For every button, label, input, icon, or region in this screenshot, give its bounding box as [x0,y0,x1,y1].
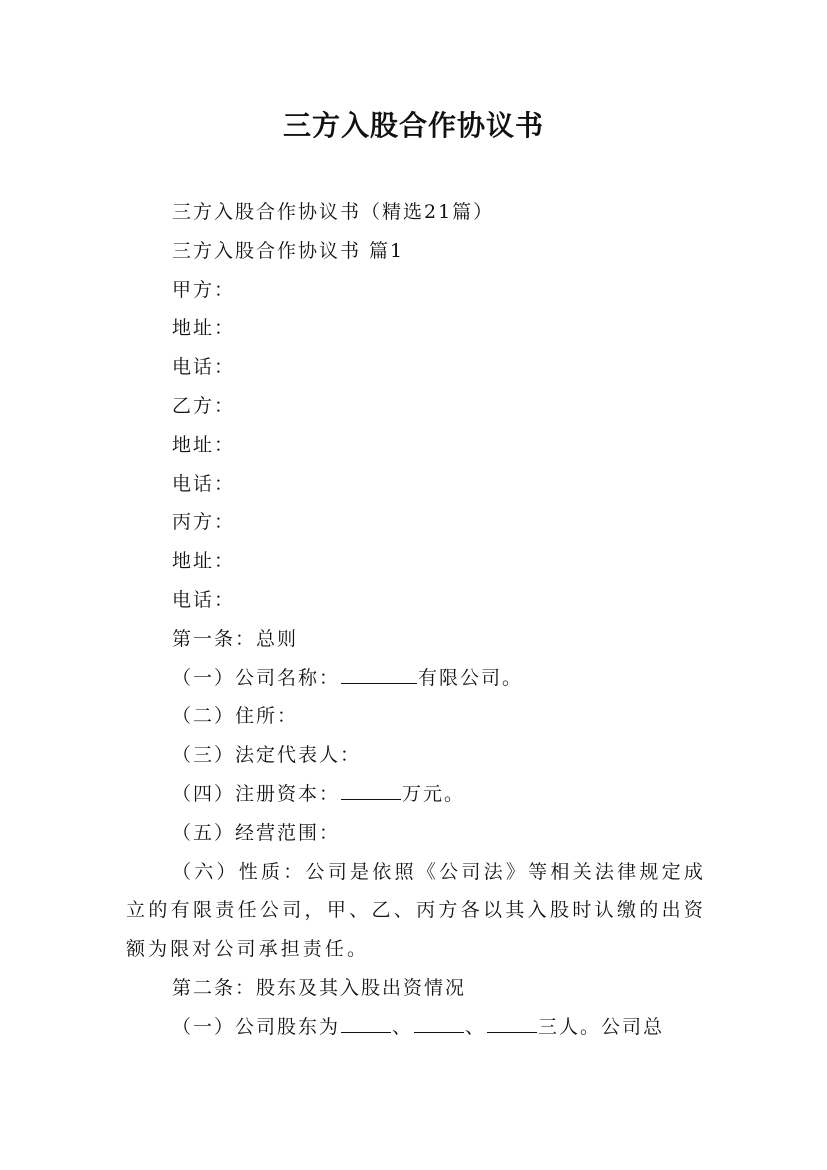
phone-c-label: 电话： [172,588,236,611]
article-2-item-1 [126,1008,706,1047]
article-2-title: 第二条：股东及其入股出资情况 [172,976,467,999]
company-name-blank [341,663,417,684]
shareholder-2-blank [414,1012,464,1033]
party-c-label: 丙方： [172,511,236,534]
shareholder-3-blank [487,1012,537,1033]
phone-a-label: 电话： [172,356,236,379]
document-body [126,193,706,1047]
article-2-item-1-prefix: （一）公司股东为 [172,1015,341,1038]
item-4-prefix: （四）注册资本： [172,782,341,805]
article-1-item-1 [126,659,706,698]
shareholder-1-blank [341,1012,391,1033]
phone-b-label: 电话： [172,472,236,495]
registered-capital-blank [341,779,401,800]
party-a-label: 甲方： [172,278,236,301]
item-4-suffix: 万元。 [402,782,466,805]
article-1-item-5: （五）经营范围： [172,821,341,844]
article-1-item-2: （二）住所： [172,705,299,728]
document-subtitle: 三方入股合作协议书（精选21篇） [172,201,495,223]
address-c-label: 地址： [172,550,236,573]
article-1-title: 第一条：总则 [172,627,299,650]
separator-1: 、 [392,1015,414,1038]
article-1-item-3: （三）法定代表人： [172,744,362,767]
address-b-label: 地址： [172,433,236,456]
address-a-label: 地址： [172,317,236,340]
section-heading: 三方入股合作协议书 篇1 [172,239,405,262]
article-1-item-4 [126,775,706,814]
separator-2: 、 [465,1015,487,1038]
document-title: 三方入股合作协议书 [282,109,544,142]
article-1-item-6: （六）性质：公司是依照《公司法》等相关法律规定成立的有限责任公司，甲、乙、丙方各以其入股时认缴的出资额为限对公司承担责任。 [126,860,706,961]
item-1-suffix: 有限公司。 [418,666,524,689]
article-2-item-1-suffix: 三人。公司总 [538,1015,665,1038]
party-b-label: 乙方： [172,394,236,417]
item-1-prefix: （一）公司名称： [172,666,341,689]
